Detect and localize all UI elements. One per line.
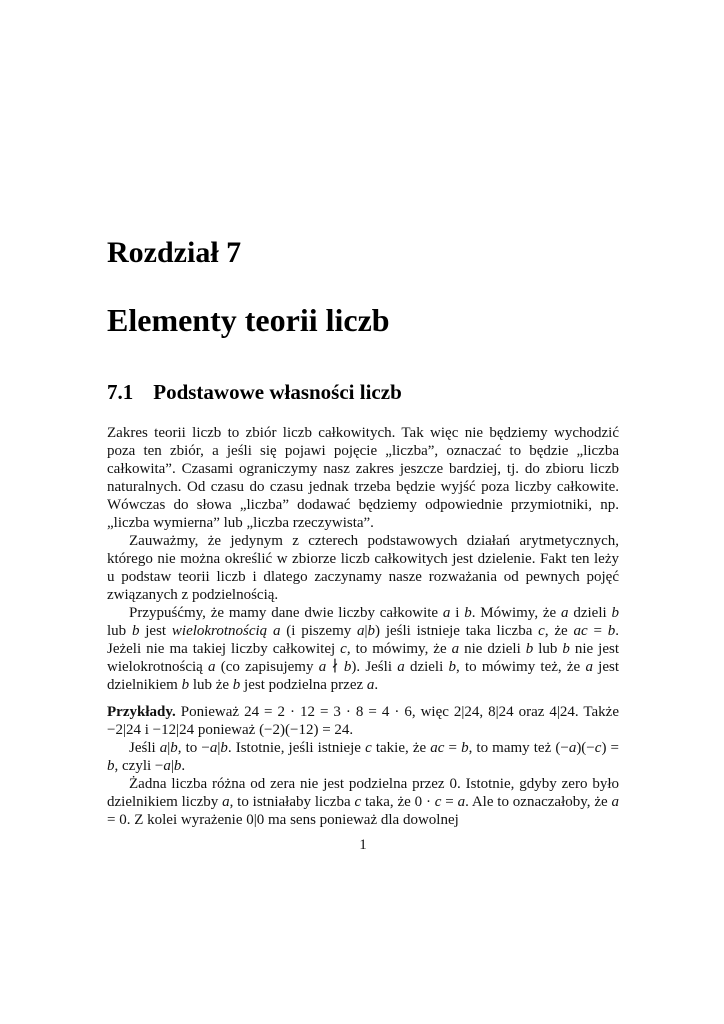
paragraph [107,739,619,775]
text-segment: . Ale to oznaczałoby, że [465,794,612,810]
text-segment: lub [533,641,563,657]
italic-text-segment: c [354,794,362,810]
italic-text-segment: c [365,740,372,756]
italic-text-segment: b [232,677,241,693]
text-segment: , czyli − [114,758,164,774]
text-segment: Zakres teorii liczb to zbiór liczb całkowitych. Tak więc nie będziemy wychodzić poza ten zbiór, a jeśli się pojawi pojęcie „liczba”, oznaczać to będzie „liczba całkowita”. Czasami ograniczymy nasz zakres jeszcze bardziej, tj. do zbioru liczb naturalnych. Od czasu do czasu jednak trzeba będzie wyjść poza liczby całkowite. Wówczas do słowa „liczba” dodawać będziemy odpowiednie przymiotniki, np. „liczba wymierna” lub „liczba rzeczywista”. [107,425,619,531]
text-segment: (i piszemy [280,623,358,639]
text-segment: , że [544,623,574,639]
italic-text-segment: b [343,659,352,675]
italic-text-segment: a [208,659,216,675]
italic-text-segment: b [448,659,456,675]
italic-text-segment: b [607,623,616,639]
italic-text-segment: a [357,623,365,639]
text-segment: jest dzielnikiem [107,659,619,693]
italic-text-segment: b [173,758,182,774]
italic-text-segment: a [163,758,171,774]
text-segment: = 0. Z kolei wyrażenie 0|0 ma sens ponieważ dla dowolnej [107,812,459,828]
italic-text-segment: a [451,641,460,657]
text-segment: takie, że [371,740,431,756]
italic-text-segment: c [340,641,347,657]
italic-text-segment: b [461,740,469,756]
text-segment: . Jeżeli nie ma takiej liczby całkowitej [107,623,619,657]
text-segment: dzieli [568,605,612,621]
text-segment: , to mamy też (− [468,740,569,756]
text-segment: . Mówimy, że [471,605,562,621]
text-segment: , to istniałaby liczba [229,794,355,810]
italic-text-segment: c [594,740,602,756]
text-segment: Zauważmy, że jedynym z czterech podstawowych działań arytmetycznych, którego nie można określić w zbiorze liczb całkowitych jest dzielenie. Fakt ten leży u podstaw teorii liczb i dlatego zaczynamy nasze rozważania od pewnych pojęć związanych z podzielnością. [107,533,619,603]
italic-text-segment: a [442,605,451,621]
italic-text-segment: b [107,758,115,774]
text-segment: taka, że 0 · [361,794,435,810]
text-segment: jest [139,623,172,639]
italic-text-segment: a [209,740,218,756]
text-segment: . [181,758,186,774]
text-segment: nie dzieli [459,641,526,657]
italic-text-segment: ac [573,623,588,639]
text-segment: | [364,623,368,639]
text-segment: . Istotnie, jeśli istnieje [227,740,366,756]
italic-text-segment: a [568,740,577,756]
italic-text-segment: b [170,740,178,756]
text-segment: i [450,605,465,621]
paragraph [107,532,619,604]
text-segment: , to mówimy też, że [456,659,586,675]
paragraph [107,424,619,532]
text-segment: . [374,677,379,693]
body-paragraphs [107,424,619,829]
text-segment: dzieli [404,659,449,675]
text-segment: ). Jeśli [351,659,398,675]
italic-text-segment: a [611,794,619,810]
chapter-title: Elementy teorii liczb [107,302,390,338]
italic-text-segment: a [561,605,569,621]
italic-text-segment: b [464,605,472,621]
text-segment: Jeśli [129,740,160,756]
text-segment: , to − [177,740,210,756]
italic-text-segment: ac [430,740,445,756]
text-segment: lub [107,623,132,639]
text-segment: Przypuśćmy, że mamy dane dwie liczby całkowite [129,605,443,621]
text-segment: Żadna liczba różna od zera nie jest podzielna przez 0. Istotnie, gdyby zero było dzielnikiem liczby [107,776,619,810]
italic-text-segment: a [397,659,405,675]
paragraph [107,775,619,829]
text-segment: , to mówimy, że [346,641,452,657]
text-segment: jest podzielna przez [240,677,367,693]
italic-text-segment: a [318,659,327,675]
text-segment: lub że [189,677,233,693]
text-segment: ) jeśli istnieje taka liczba [375,623,539,639]
text-segment: nie jest wielokrotnością [107,641,620,675]
text-segment: )(− [576,740,595,756]
paragraph [107,703,619,739]
section-title: Podstawowe własności liczb [153,380,402,404]
text-segment: Ponieważ 24 = 2 · 12 = 3 · 8 = 4 · 6, więc 2|24, 8|24 oraz 4|24. Także −2|24 i −12|24 ponieważ (−2)(−12) = 24. [107,704,619,738]
italic-text-segment: b [131,623,140,639]
text-segment: = [444,740,462,756]
text-segment: | [170,758,174,774]
text-segment: | [217,740,221,756]
text-segment: = [441,794,458,810]
italic-text-segment: a [159,740,168,756]
section-heading [107,382,619,403]
text-block [107,238,619,829]
text-segment: ) = [601,740,619,756]
text-segment: (co zapisujemy [215,659,319,675]
italic-text-segment: b [611,605,619,621]
italic-text-segment: a [585,659,593,675]
italic-text-segment: b [220,740,228,756]
italic-text-segment: b [562,641,570,657]
italic-text-segment: b [367,623,376,639]
italic-text-segment: a [457,794,466,810]
italic-text-segment: b [525,641,534,657]
page-number: 1 [359,837,367,853]
text-segment: ∤ [326,659,344,675]
text-segment: | [167,740,171,756]
section-number: 7.1 [107,380,134,404]
text-segment: = [587,623,608,639]
italic-text-segment: c [434,794,442,810]
italic-text-segment: wielokrotnością a [171,623,281,639]
chapter-label: Rozdział 7 [107,236,242,269]
italic-text-segment: a [366,677,375,693]
italic-text-segment: b [181,677,190,693]
italic-text-segment: a [222,794,230,810]
italic-text-segment: c [538,623,545,639]
bold-text-segment: Przykłady. [107,704,176,720]
paragraph [107,604,619,694]
